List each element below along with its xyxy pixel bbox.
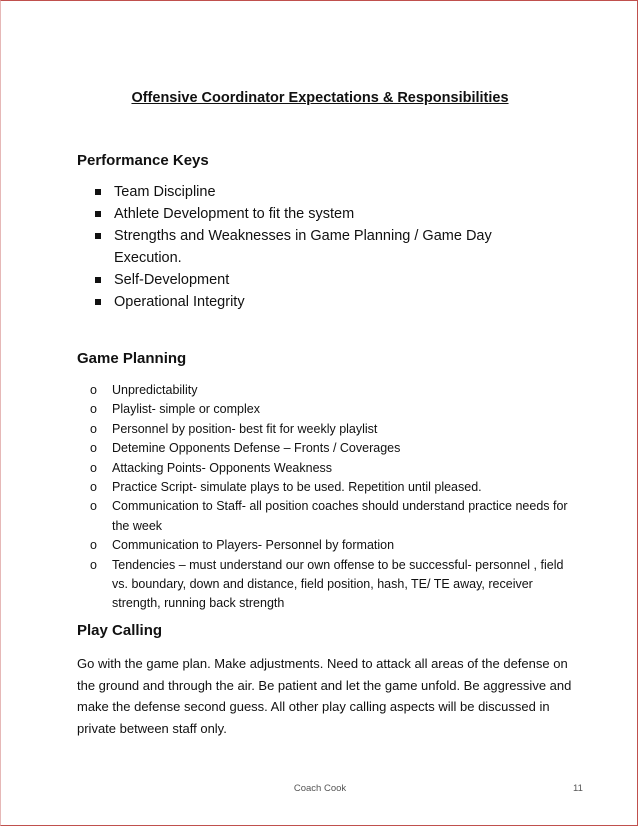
game-planning-heading: Game Planning <box>77 350 187 367</box>
circle-bullet-icon: o <box>90 421 97 436</box>
circle-bullet-icon: o <box>90 538 97 553</box>
circle-bullet-icon: o <box>90 460 97 475</box>
page-title: Offensive Coordinator Expectations & Responsibilities <box>131 90 509 106</box>
list-item: o Detemine Opponents Defense – Fronts / Coverages <box>77 439 577 458</box>
list-item: o Practice Script- simulate plays to be used. Repetition until pleased. <box>77 478 577 497</box>
circle-bullet-icon: o <box>90 557 97 572</box>
performance-keys-heading: Performance Keys <box>77 152 209 169</box>
square-bullet-icon <box>95 277 101 283</box>
circle-bullet-icon: o <box>90 499 97 514</box>
list-item: o Personnel by position- best fit for weekly playlist <box>77 420 577 439</box>
list-item: Self-Development <box>77 269 547 291</box>
list-item: o Unpredictability <box>77 381 577 400</box>
list-item: o Communication to Staff- all position coaches should understand practice needs for the week <box>90 499 568 533</box>
square-bullet-icon <box>95 233 101 239</box>
square-bullet-icon <box>95 211 101 217</box>
list-item: Strengths and Weaknesses in Game Planning / Game Day Execution. <box>77 225 547 269</box>
list-item: Team Discipline <box>77 181 547 203</box>
list-item: o Tendencies – must understand our own offense to be successful- personnel , field vs. boundary, down and distance, field position, hash, TE/ TE away, receiver strength, running back strength <box>90 557 564 611</box>
circle-bullet-icon: o <box>90 480 97 495</box>
list-item: o Communication to Players- Personnel by formation <box>77 536 577 555</box>
page-number: 11 <box>573 783 583 794</box>
list-item: o Playlist- simple or complex <box>77 400 577 419</box>
list-item: Operational Integrity <box>77 291 547 313</box>
list-item: o Attacking Points- Opponents Weakness <box>77 459 577 478</box>
square-bullet-icon <box>95 299 101 305</box>
square-bullet-icon <box>95 189 101 195</box>
circle-bullet-icon: o <box>90 441 97 456</box>
circle-bullet-icon: o <box>90 383 97 397</box>
circle-bullet-icon: o <box>90 402 97 417</box>
list-item: Athlete Development to fit the system <box>77 203 547 225</box>
play-calling-heading: Play Calling <box>77 622 163 639</box>
footer-author: Coach Cook <box>293 783 347 794</box>
game-planning-list <box>77 381 577 614</box>
performance-keys-list <box>77 181 547 313</box>
play-calling-paragraph: Go with the game plan. Make adjustments. Need to attack all areas of the defense on the ground and through the air. Be patient and let the game unfold. Be aggressive and make the defense second guess. All other play calling aspects will be discussed in private between staff only. <box>77 656 572 736</box>
